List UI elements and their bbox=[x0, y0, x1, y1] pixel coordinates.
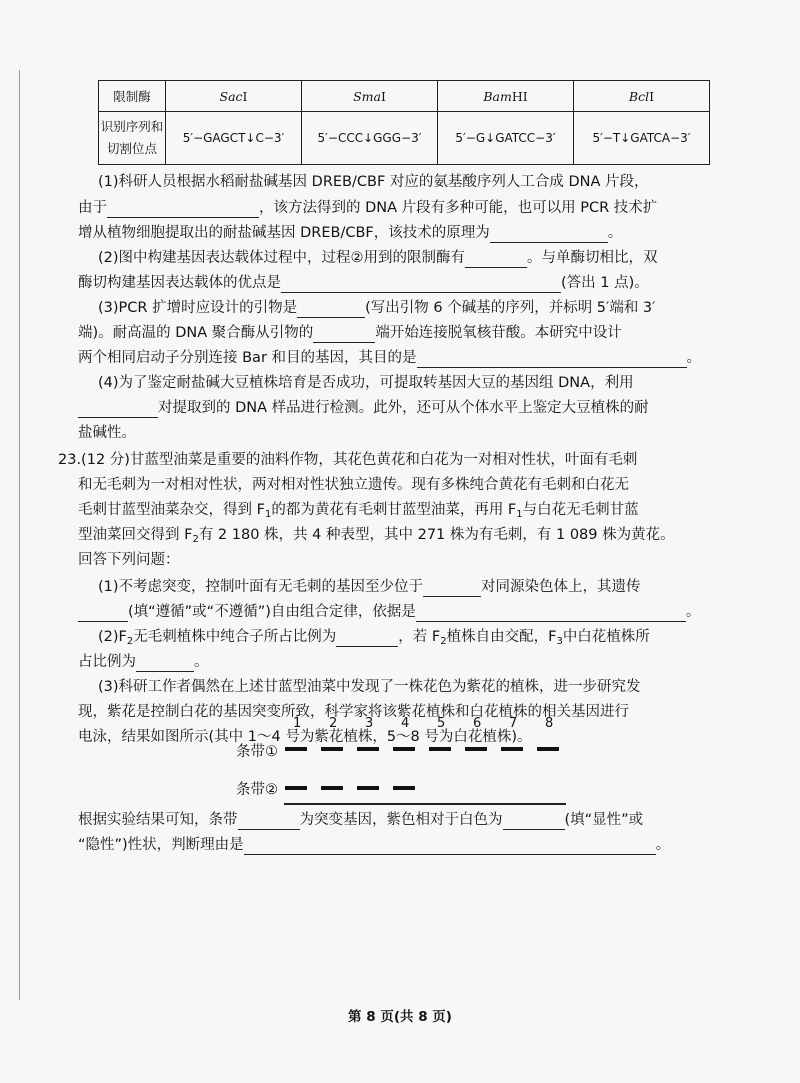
q23-part1-line1: (1)不考虑突变，控制叶面有无毛刺的基因至少位于 对同源染色体上，其遗传 bbox=[98, 579, 641, 595]
band-1-lane-2 bbox=[321, 747, 343, 751]
band-1-lane-3 bbox=[357, 747, 379, 751]
lane-number-2: 2 bbox=[329, 716, 338, 731]
site-saci: 5′−GAGCT↓C−3′ bbox=[166, 112, 302, 165]
band-2-lane-3 bbox=[357, 786, 379, 790]
q22-part2-line2: 酶切构建基因表达载体的优点是 (答出 1 点)。 bbox=[78, 275, 649, 291]
q23-result-line1: 根据实验结果可知，条带 为突变基因，紫色相对于白色为 (填“显性”或 bbox=[78, 812, 644, 828]
band-1-lane-8 bbox=[537, 747, 559, 751]
band-2-lane-2 bbox=[321, 786, 343, 790]
q22-part3-line3: 两个相同启动子分别连接 Bar 和目的基因，其目的是 。 bbox=[78, 350, 702, 366]
q22-part4-line3: 盐碱性。 bbox=[78, 425, 136, 441]
band-2-lane-4 bbox=[393, 786, 415, 790]
q23-part2-line2: 占比例为 。 bbox=[78, 654, 209, 670]
q22-part2-line1: (2)图中构建基因表达载体过程中，过程②用到的限制酶有 。与单酶切相比，双 bbox=[98, 250, 658, 266]
site-bcli: 5′−T↓GATCA−3′ bbox=[574, 112, 710, 165]
enzyme-name-saci: SacI bbox=[166, 81, 302, 112]
q22-part1-line3: 增从植物细胞提取出的耐盐碱基因 DREB/CBF，该技术的原理为 。 bbox=[78, 225, 623, 241]
answer-blank[interactable] bbox=[136, 655, 194, 672]
enzyme-name-smai: SmaI bbox=[302, 81, 438, 112]
answer-blank[interactable] bbox=[244, 838, 656, 855]
answer-blank[interactable] bbox=[313, 326, 375, 343]
answer-blank[interactable] bbox=[503, 813, 565, 830]
q23-part3-line1: (3)科研工作者偶然在上述甘蓝型油菜中发现了一株花色为紫花的植株，进一步研究发 bbox=[98, 679, 641, 695]
q22-part3-line1: (3)PCR 扩增时应设计的引物是 (写出引物 6 个碱基的序列，并标明 5′端和 3′ bbox=[98, 300, 656, 316]
q23-part3-line3: 电泳，结果如图所示(其中 1～4 号为紫花植株，5～8 号为白花植株)。 bbox=[78, 729, 532, 745]
band-1-lane-4 bbox=[393, 747, 415, 751]
band-1-lane-1 bbox=[285, 747, 307, 751]
restriction-enzyme-table bbox=[98, 80, 710, 165]
answer-blank[interactable] bbox=[336, 630, 398, 647]
band-2-lane-1 bbox=[285, 786, 307, 790]
answer-blank[interactable] bbox=[297, 301, 365, 318]
table-site-row bbox=[99, 112, 710, 165]
q23-intro-line2: 和无毛刺为一对相对性状，两对相对性状独立遗传。现有多株纯合黄花有毛刺和白花无 bbox=[78, 477, 629, 493]
lane-number-3: 3 bbox=[365, 716, 374, 731]
answer-blank[interactable] bbox=[465, 251, 527, 268]
answer-blank[interactable] bbox=[490, 226, 608, 243]
q23-part1-line2: (填“遵循”或“不遵循”)自由组合定律，依据是 。 bbox=[78, 602, 700, 622]
lane-number-5: 5 bbox=[437, 716, 446, 731]
band-1-lane-7 bbox=[501, 747, 523, 751]
table-header-row bbox=[99, 81, 710, 112]
q22-part4-line2: 对提取到的 DNA 样品进行检测。此外，还可从个体水平上鉴定大豆植株的耐 bbox=[78, 398, 649, 418]
figure-baseline bbox=[284, 803, 566, 805]
q22-part1-line2: 由于 ，该方法得到的 DNA 片段有多种可能，也可以用 PCR 技术扩 bbox=[78, 200, 658, 216]
answer-blank[interactable] bbox=[416, 605, 686, 622]
lane-number-1: 1 bbox=[293, 716, 302, 731]
site-smai: 5′−CCC↓GGG−3′ bbox=[302, 112, 438, 165]
answer-blank[interactable] bbox=[107, 201, 259, 218]
q22-part1-line1: (1)科研人员根据水稻耐盐碱基因 DREB/CBF 对应的氨基酸序列人工合成 DNA 片段， bbox=[98, 174, 649, 190]
enzyme-name-bcli: BclI bbox=[574, 81, 710, 112]
lane-number-6: 6 bbox=[473, 716, 482, 731]
q23-intro-line1: 23.(12 分)甘蓝型油菜是重要的油料作物，其花色黄花和白花为一对相对性状，叶面有毛刺 bbox=[58, 452, 638, 468]
band-1-label: 条带① bbox=[236, 744, 278, 760]
lane-number-8: 8 bbox=[545, 716, 554, 731]
answer-blank[interactable] bbox=[238, 813, 300, 830]
band-1-lane-6 bbox=[465, 747, 487, 751]
q23-part2-line1: $(2)F_2$无毛刺植株中纯合子所占比例为 ，若 $F_2$植株自由交配，$F_3$中白花植株所 bbox=[98, 629, 650, 647]
answer-blank[interactable] bbox=[423, 580, 481, 597]
table-row-header-site: 识别序列和 切割位点 bbox=[99, 112, 166, 165]
enzyme-name-bamhi: BamHI bbox=[438, 81, 574, 112]
q23-intro-line5: 回答下列问题： bbox=[78, 552, 180, 568]
q22-part4-line1: (4)为了鉴定耐盐碱大豆植株培育是否成功，可提取转基因大豆的基因组 DNA，利用 bbox=[98, 375, 634, 391]
answer-blank[interactable] bbox=[281, 276, 561, 293]
q23-intro-line4: 型油菜回交得到 $F_2$有 2 180 株，共 4 种表型，其中 271 株为有毛刺，有 1 089 株为黄花。 bbox=[78, 527, 675, 545]
table-row-header-enzyme: 限制酶 bbox=[99, 81, 166, 112]
page-footer: 第 8 页(共 8 页) bbox=[348, 1009, 452, 1025]
binding-margin-line bbox=[19, 70, 20, 1000]
q23-part3-line2: 现，紫花是控制白花的基因突变所致，科学家将该紫花植株和白花植株的相关基因进行 bbox=[78, 704, 629, 720]
q23-result-line2: “隐性”)性状，判断理由是 。 bbox=[78, 837, 671, 853]
band-1-lane-5 bbox=[429, 747, 451, 751]
answer-blank[interactable] bbox=[78, 401, 158, 418]
q22-part3-line2: 端)。耐高温的 DNA 聚合酶从引物的 端开始连接脱氧核苷酸。本研究中设计 bbox=[78, 325, 622, 341]
q23-intro-line3: 毛刺甘蓝型油菜杂交，得到 $F_1$的都为黄花有毛刺甘蓝型油菜，再用 $F_1$与白花无毛刺甘蓝 bbox=[78, 502, 639, 520]
answer-blank[interactable] bbox=[78, 605, 128, 622]
lane-number-4: 4 bbox=[401, 716, 410, 731]
answer-blank[interactable] bbox=[417, 351, 687, 368]
site-bamhi: 5′−G↓GATCC−3′ bbox=[438, 112, 574, 165]
band-2-label: 条带② bbox=[236, 782, 278, 798]
lane-number-7: 7 bbox=[509, 716, 518, 731]
